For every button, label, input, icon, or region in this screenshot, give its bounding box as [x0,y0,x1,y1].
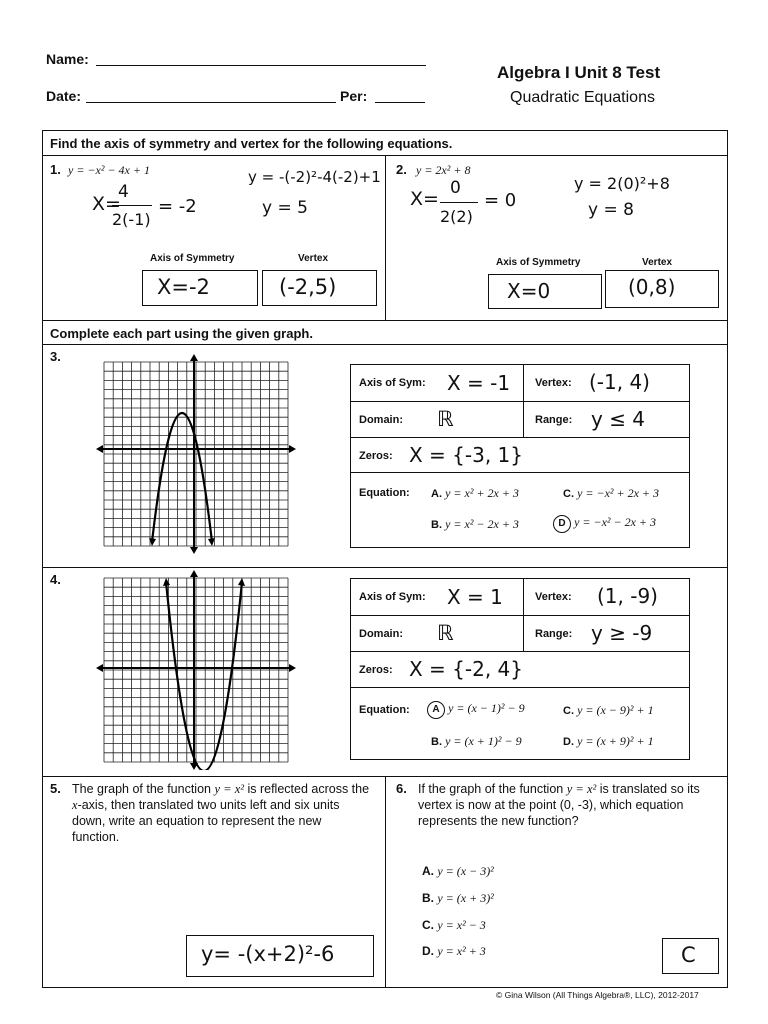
axis-label: Axis of Symmetry [150,253,235,264]
work-y-result: y = 5 [262,198,308,218]
arrow-down [190,547,198,554]
period-field[interactable] [375,102,425,103]
graph-4 [96,570,296,770]
work-y-result: y = 8 [588,200,634,220]
divider [42,320,728,321]
problem-5-text: The graph of the function y = x² is reflected across the x-axis, then translated two units left and six units down, write an equation to represent the new function. [72,782,370,844]
divider [385,155,386,320]
work-x-numerator: 4 [118,182,129,202]
option-c[interactable]: C. y = (x − 9)² + 1 [563,703,654,717]
zeros-label: Zeros: [359,450,393,462]
zeros-label: Zeros: [359,664,393,676]
vertex-answer-box[interactable] [262,270,377,306]
domain-answer: ℝ [437,621,454,645]
option-c[interactable]: C. y = −x² + 2x + 3 [563,486,660,500]
vertex-answer-box[interactable] [605,270,719,308]
answer-box-5[interactable] [186,935,374,977]
domain-label: Domain: [359,628,403,640]
range-label: Range: [535,414,573,426]
per-label: Per: [340,88,368,104]
vertex-answer: (1, -9) [597,584,658,608]
equation-label: Equation: [359,487,410,499]
option-a-selected[interactable]: A y = (x − 1)² − 9 [427,701,525,719]
section2-instruction: Complete each part using the given graph. [50,326,313,341]
work-x-denominator: 2(-1) [112,210,151,229]
axis-label: Axis of Sym: [359,591,426,603]
option-d-selected[interactable]: D y = −x² − 2x + 3 [553,515,656,533]
zeros-answer: X = {-3, 1} [409,443,524,467]
arrow-right [289,664,296,672]
divider [385,776,386,988]
range-answer: y ≥ -9 [591,621,653,645]
answer-box-6[interactable] [662,938,719,974]
work-x-result: = -2 [158,196,197,217]
vertex-label: Vertex: [535,591,572,603]
section1-instruction: Find the axis of symmetry and vertex for the following equations. [50,136,453,151]
arrow-up [190,570,198,577]
domain-label: Domain: [359,414,403,426]
vertex-answer: (-1, 4) [589,370,650,394]
option-a[interactable]: A. y = (x − 3)² [422,864,494,878]
problem-equation: y = 2x² + 8 [416,163,471,177]
arrow-left [96,664,103,672]
graph-3 [96,354,296,554]
date-label: Date: [46,88,82,104]
range-label: Range: [535,628,573,640]
range-answer: y ≤ 4 [591,407,646,431]
option-d[interactable]: D. y = x² + 3 [422,944,486,958]
answer-table-3 [350,364,690,548]
name-label: Name: [46,51,89,67]
axis-answer: X = -1 [447,371,511,395]
vertex-label: Vertex [298,253,329,264]
axis-answer: X=-2 [157,275,210,299]
work-x-denominator: 2(2) [440,207,473,226]
work-x-left: X= [410,188,439,210]
work-y-substitution: y = 2(0)²+8 [574,174,670,193]
problem-number: 1. [50,162,61,177]
name-field[interactable] [96,65,426,66]
arrow-up [190,354,198,361]
fraction-bar [440,202,478,203]
answer-6: C [681,943,696,967]
option-d[interactable]: D. y = (x + 9)² + 1 [563,734,654,748]
parabola [152,413,212,542]
axis-answer-box[interactable] [142,270,258,306]
vertex-answer: (0,8) [628,275,676,299]
problem-number: 3. [50,349,61,364]
fraction-bar [112,205,152,206]
answer-table-4 [350,578,690,760]
vertex-label: Vertex: [535,377,572,389]
option-b[interactable]: B. y = (x + 3)² [422,891,494,905]
test-subtitle: Quadratic Equations [510,89,655,106]
work-x-numerator: 0 [450,178,461,198]
arrow-left [96,445,103,453]
vertex-answer: (-2,5) [279,275,337,299]
domain-answer: ℝ [437,407,454,431]
option-b[interactable]: B. y = x² − 2x + 3 [431,517,519,531]
problem-6-text: If the graph of the function y = x² is translated so its vertex is now at the point (0, -3), which equation represents the new function? [418,782,700,828]
axis-answer: X = 1 [447,585,503,609]
date-field[interactable] [86,102,336,103]
axis-answer-box[interactable] [488,274,602,309]
axis-answer: X=0 [507,279,551,303]
work-x-result: = 0 [484,190,517,211]
arrow-right [289,445,296,453]
option-a[interactable]: A. y = x² + 2x + 3 [431,486,519,500]
problem-number: 5. [50,781,61,796]
axis-label: Axis of Symmetry [496,257,581,268]
equation-label: Equation: [359,704,410,716]
answer-5: y= -(x+2)²-6 [201,942,335,966]
divider [42,344,728,345]
work-y-substitution: y = -(-2)²-4(-2)+1 [248,168,381,186]
work-x-left: X= [92,193,121,215]
option-b[interactable]: B. y = (x + 1)² − 9 [431,734,522,748]
problem-number: 4. [50,572,61,587]
axis-label: Axis of Sym: [359,377,426,389]
divider [42,567,728,568]
problem-number: 6. [396,781,407,796]
test-title: Algebra I Unit 8 Test [497,63,661,82]
vertex-label: Vertex [642,257,673,268]
problem-number: 2. [396,162,407,177]
zeros-answer: X = {-2, 4} [409,657,524,681]
copyright: © Gina Wilson (All Things Algebra®, LLC), 2012-2017 [496,990,699,1000]
option-c[interactable]: C. y = x² − 3 [422,918,486,932]
problem-equation: y = −x² − 4x + 1 [68,163,150,177]
